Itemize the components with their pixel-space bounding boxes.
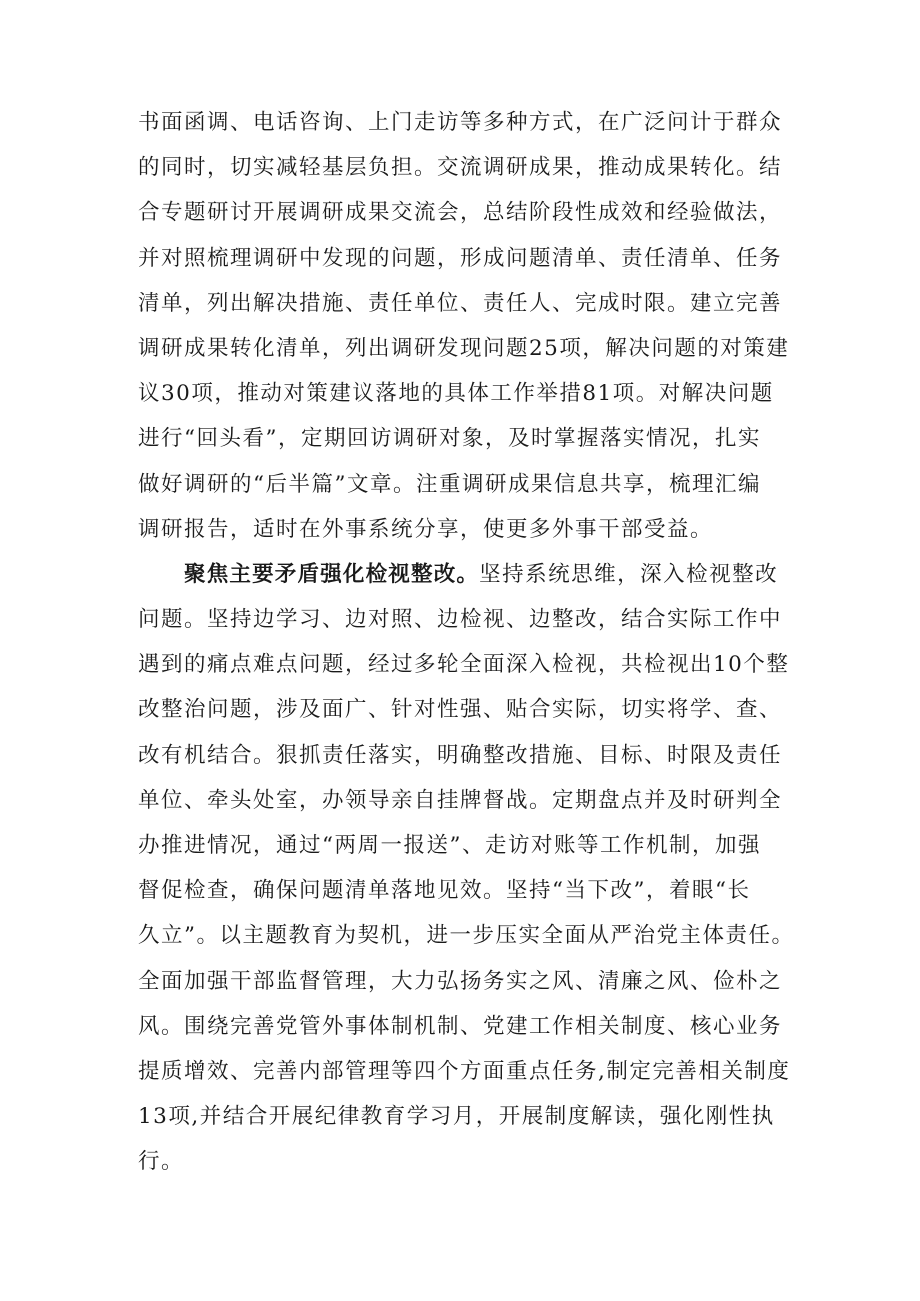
- paragraph-heading: 聚焦主要矛盾强化检视整改。: [184, 561, 480, 587]
- text-line: 全面加强干部监督管理，大力弘扬务实之风、清廉之风、俭朴之: [138, 968, 783, 994]
- text-line: 做好调研的“后半篇”文章。注重调研成果信息共享，梳理汇编: [138, 471, 761, 497]
- text-line: 合专题研讨开展调研成果交流会，总结阶段性成效和经验做法，: [138, 200, 783, 226]
- text-line: 督促检查，确保问题清单落地见效。坚持“当下改”，着眼“长: [138, 878, 751, 904]
- paragraph-research-results: [138, 100, 800, 552]
- text-line: 问题。坚持边学习、边对照、边检视、边整改，结合实际工作中: [138, 607, 783, 633]
- paragraph-rectification: [138, 552, 800, 1185]
- text-line: 调研成果转化清单，列出调研发现问题25项，解决问题的对策建: [138, 335, 790, 361]
- text-line: 单位、牵头处室，办领导亲自挂牌督战。定期盘点并及时研判全: [138, 787, 783, 813]
- text-run: 坚持系统思维，深入检视整改: [479, 561, 779, 587]
- text-line: 风。围绕完善党管外事体制机制、党建工作相关制度、核心业务: [138, 1013, 783, 1039]
- text-line: 改整治问题，涉及面广、针对性强、贴合实际，切实将学、查、: [138, 697, 783, 723]
- text-line: 的同时，切实减轻基层负担。交流调研成果，推动成果转化。结: [138, 155, 783, 181]
- text-line: 并对照梳理调研中发现的问题，形成问题清单、责任清单、任务: [138, 245, 783, 271]
- document-body: [138, 100, 800, 1185]
- text-line: 进行“回头看”，定期回访调研对象，及时掌握落实情况，扎实: [138, 426, 761, 452]
- text-line: 书面函调、电话咨询、上门走访等多种方式，在广泛问计于群众: [138, 110, 783, 135]
- text-line: 调研报告，适时在外事系统分享，使更多外事干部受益。: [138, 516, 714, 542]
- text-line: 13项,并结合开展纪律教育学习月，开展制度解读，强化刚性执: [138, 1104, 775, 1130]
- text-line: 遇到的痛点难点问题，经过多轮全面深入检视，共检视出10个整: [138, 652, 790, 678]
- text-line: 行。: [138, 1149, 185, 1175]
- text-line: 提质增效、完善内部管理等四个方面重点任务,制定完善相关制度: [138, 1058, 791, 1084]
- text-line: 办推进情况，通过“两周一报送”、走访对账等工作机制，加强: [138, 833, 761, 858]
- paragraph-first-line: [138, 552, 800, 597]
- text-line: 清单，列出解决措施、责任单位、责任人、完成时限。建立完善: [138, 290, 783, 316]
- text-line: 久立”。以主题教育为契机，进一步压实全面从严治党主体责任。: [138, 923, 795, 949]
- text-line: 议30项，推动对策建议落地的具体工作举措81项。对解决问题: [138, 381, 774, 407]
- text-line: 改有机结合。狠抓责任落实，明确整改措施、目标、时限及责任: [138, 742, 783, 768]
